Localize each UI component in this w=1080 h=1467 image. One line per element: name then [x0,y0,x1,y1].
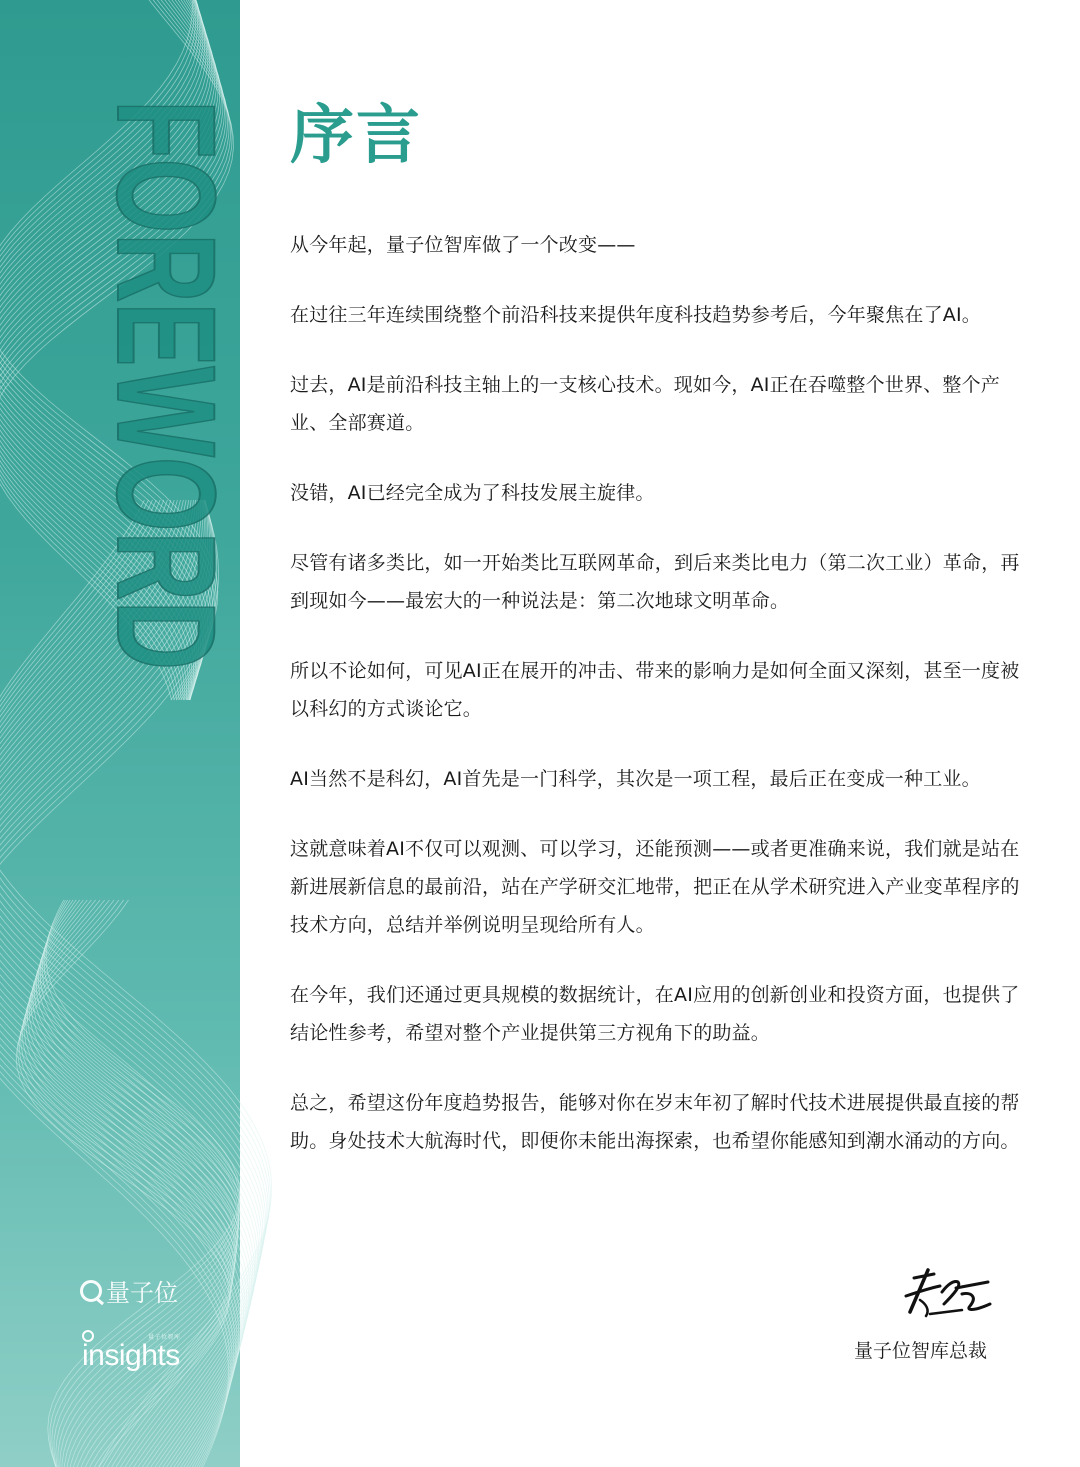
body-paragraph: 总之，希望这份年度趋势报告，能够对你在岁末年初了解时代技术进展提供最直接的帮助。身处技术大航海时代，即便你未能出海探索，也希望你能感知到潮水涌动的方向。 [290,1092,1020,1152]
body-paragraph: 过去，AI是前沿科技主轴上的一支核心技术。现如今，AI正在吞噬整个世界、整个产业、全部赛道。 [290,374,1001,434]
insights-tag: 量子位智库 [148,1334,181,1341]
svg-text:FOREWORD: FOREWORD [88,100,245,933]
wave-line [40,900,240,1467]
body-paragraph: 这就意味着AI不仅可以观测、可以学习，还能预测——或者更准确来说，我们就是站在新进展新信息的最前沿，站在产学研交汇地带，把正在从学术研究进入产业变革程序的技术方向，总结并举例说明呈现给所有人。 [290,838,1020,936]
page-title: 序言 [290,99,422,173]
q-logo-icon [80,1280,102,1302]
foreword-vertical-word [68,100,245,933]
body-paragraph: 尽管有诸多类比，如一开始类比互联网革命，到后来类比电力（第二次工业）革命，再到现如今——最宏大的一种说法是：第二次地球文明革命。 [290,552,1020,612]
signer-title: 量子位智库总裁 [854,1340,988,1362]
body-paragraph: 所以不论如何，可见AI正在展开的冲击、带来的影响力是如何全面又深刻，甚至一度被以科幻的方式谈论它。 [290,660,1020,720]
body-paragraph: 在过往三年连续围绕整个前沿科技来提供年度科技趋势参考后，今年聚焦在了AI。 [290,304,982,326]
body-paragraph: AI当然不是科幻，AI首先是一门科学，其次是一项工程，最后正在变成一种工业。 [290,768,981,790]
insights-word: insights [82,1339,180,1372]
qbitai-logo [80,1273,178,1308]
body-paragraph: 从今年起，量子位智库做了一个改变—— [290,234,636,256]
decorative-sidebar [0,0,245,1467]
handwritten-signature [900,1266,995,1321]
wave-line [24,900,234,1467]
body-paragraph: 在今年，我们还通过更具规模的数据统计，在AI应用的创新创业和投资方面，也提供了结论性参考，希望对整个产业提供第三方视角下的助益。 [290,984,1020,1044]
wave-line [16,900,229,1467]
brand-name: 量子位 [106,1279,178,1307]
body-paragraph: 没错，AI已经完全成为了科技发展主旋律。 [290,482,655,504]
foreword-body [290,226,1030,1192]
